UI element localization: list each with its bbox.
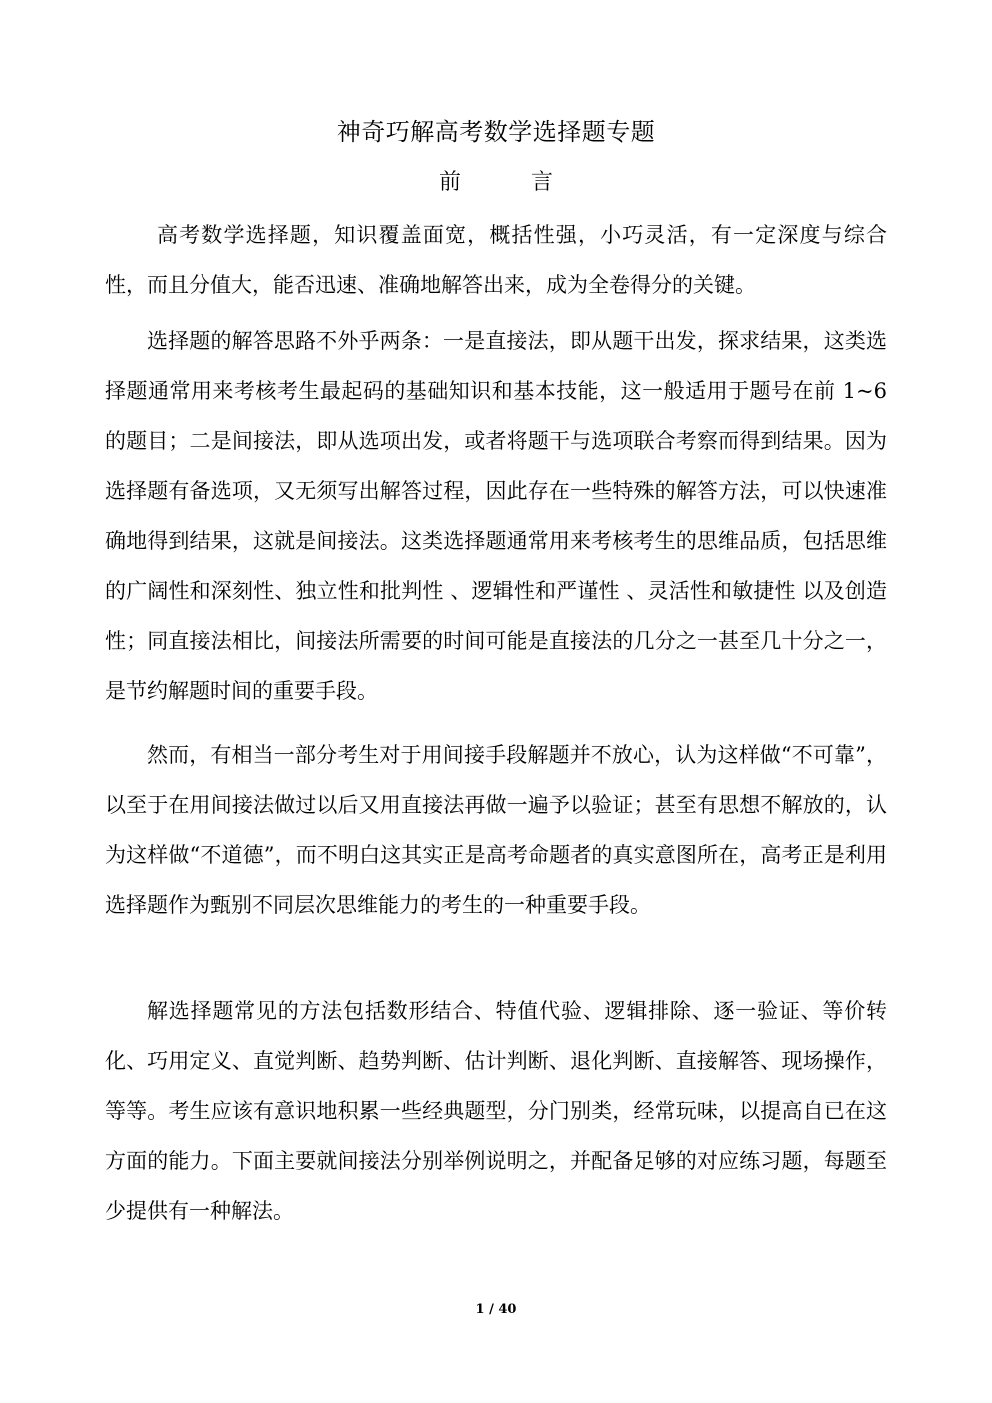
section-heading-first-char: 前 (438, 170, 461, 195)
paragraph-methods: 选择题的解答思路不外乎两条：一是直接法，即从题干出发，探求结果，这类选择题通常用来考核考生最起码的基础知识和基本技能，这一般适用于题号在前 1~6 的题目；二是间接法，即从选项出发，或者将题干与选项联合考察而得到结果。因为选择题有备选项，又无须写出解答过程，因此存在一些特殊的解答方法，可以快速准确地得到结果，这就是间接法。这类选择题通常用来考核考生的思维品质，包括思维的广阔性和深刻性、独立性和批判性 、逻辑性和严谨性 、灵活性和敏捷性 以及创造性；同直接法相比，间接法所需要的时间可能是直接法的几分之一甚至几十分之一，是节约解题时间的重要手段。 (105, 329, 887, 703)
page-number: 1 / 40 (475, 1302, 517, 1317)
paragraph-intro: 高考数学选择题，知识覆盖面宽，概括性强，小巧灵活，有一定深度与综合性，而且分值大，能否迅速、准确地解答出来，成为全卷得分的关键。 (105, 223, 887, 297)
paragraph-techniques: 解选择题常见的方法包括数形结合、特值代验、逻辑排除、逐一验证、等价转化、巧用定义、直觉判断、趋势判断、估计判断、退化判断、直接解答、现场操作，等等。考生应该有意识地积累一些经典题型，分门别类，经常玩味，以提高自已在这方面的能力。下面主要就间接法分别举例说明之，并配备足够的对应练习题，每题至少提供有一种解法。 (105, 999, 887, 1223)
document-title: 神奇巧解高考数学选择题专题 (336, 118, 656, 146)
paragraph-concerns: 然而，有相当一部分考生对于用间接手段解题并不放心，认为这样做“不可靠”，以至于在用间接法做过以后又用直接法再做一遍予以验证；甚至有思想不解放的，认为这样做“不道德”，而不明白这其实正是高考命题者的真实意图所在，高考正是利用选择题作为甄别不同层次思维能力的考生的一种重要手段。 (105, 743, 887, 917)
section-heading-second-char: 言 (531, 170, 554, 195)
section-heading (0, 163, 992, 203)
